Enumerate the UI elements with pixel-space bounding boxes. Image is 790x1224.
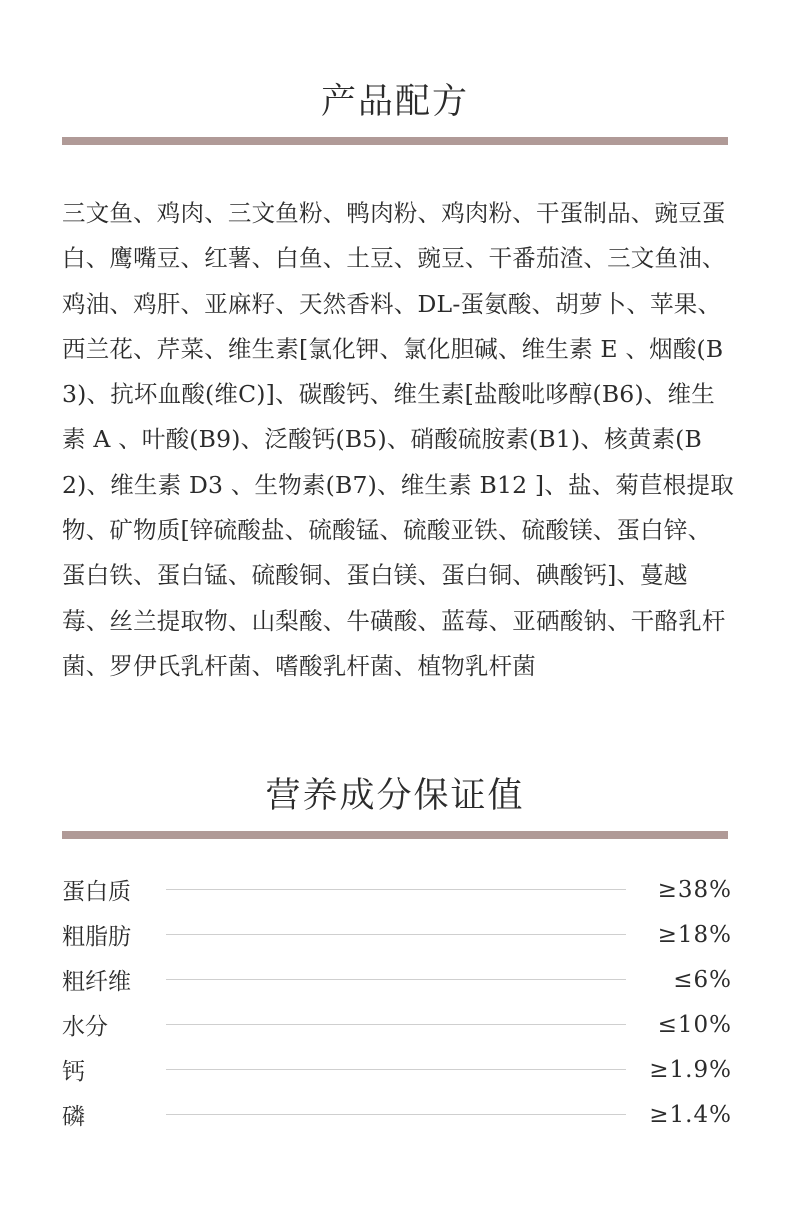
nutrition-row-protein <box>62 867 732 912</box>
leader-line <box>166 1024 626 1025</box>
nutrition-row-calcium <box>62 1047 732 1092</box>
leader-line <box>166 889 626 890</box>
formula-divider <box>62 137 728 145</box>
nutrient-name: 钙 <box>62 1059 85 1085</box>
nutrient-value: ≥1.9% <box>649 1056 732 1083</box>
nutrient-value: ≤10% <box>657 1011 732 1038</box>
formula-title: 产品配方 <box>320 82 469 122</box>
guarantee-divider <box>62 831 728 839</box>
nutrition-row-fiber <box>62 957 732 1002</box>
leader-line <box>166 1114 626 1115</box>
leader-line <box>166 1069 626 1070</box>
nutrient-value: ≥18% <box>657 921 732 948</box>
nutrition-table <box>62 867 732 1137</box>
guarantee-title: 营养成分保证值 <box>265 776 525 816</box>
nutrient-name: 水分 <box>62 1014 108 1040</box>
nutrition-row-phosphorus <box>62 1092 732 1137</box>
nutrient-name: 蛋白质 <box>62 879 131 905</box>
leader-line <box>166 934 626 935</box>
nutrient-name: 磷 <box>62 1104 85 1130</box>
nutrient-value: ≥1.4% <box>649 1101 732 1128</box>
leader-line <box>166 979 626 980</box>
nutrient-name: 粗脂肪 <box>62 924 131 950</box>
nutrition-row-fat <box>62 912 732 957</box>
ingredients-text: 三文鱼、鸡肉、三文鱼粉、鸭肉粉、鸡肉粉、干蛋制品、豌豆蛋白、鹰嘴豆、红薯、白鱼、土豆、豌豆、干番茄渣、三文鱼油、鸡油、鸡肝、亚麻籽、天然香料、DL-蛋氨酸、胡萝卜、苹果、西兰花、芹菜、维生素[氯化钾、氯化胆碱、维生素 E 、烟酸(B3)、抗坏血酸(维C)]、碳酸钙、维生素[盐酸吡哆醇(B6)、维生素 A 、叶酸(B9)、泛酸钙(B5)、硝酸硫胺素(B1)、核黄素(B2)、维生素 D3 、生物素(B7)、维生素 B12 ]、盐、菊苣根提取物、矿物质[锌硫酸盐、硫酸锰、硫酸亚铁、硫酸镁、蛋白锌、蛋白铁、蛋白锰、硫酸铜、蛋白镁、蛋白铜、碘酸钙]、蔓越莓、丝兰提取物、山梨酸、牛磺酸、蓝莓、亚硒酸钠、干酪乳杆菌、罗伊氏乳杆菌、嗜酸乳杆菌、植物乳杆菌 <box>62 199 734 680</box>
nutrition-row-moisture <box>62 1002 732 1047</box>
nutrient-value: ≥38% <box>657 876 732 903</box>
nutrient-value: ≤6% <box>673 966 732 993</box>
nutrient-name: 粗纤维 <box>62 969 131 995</box>
